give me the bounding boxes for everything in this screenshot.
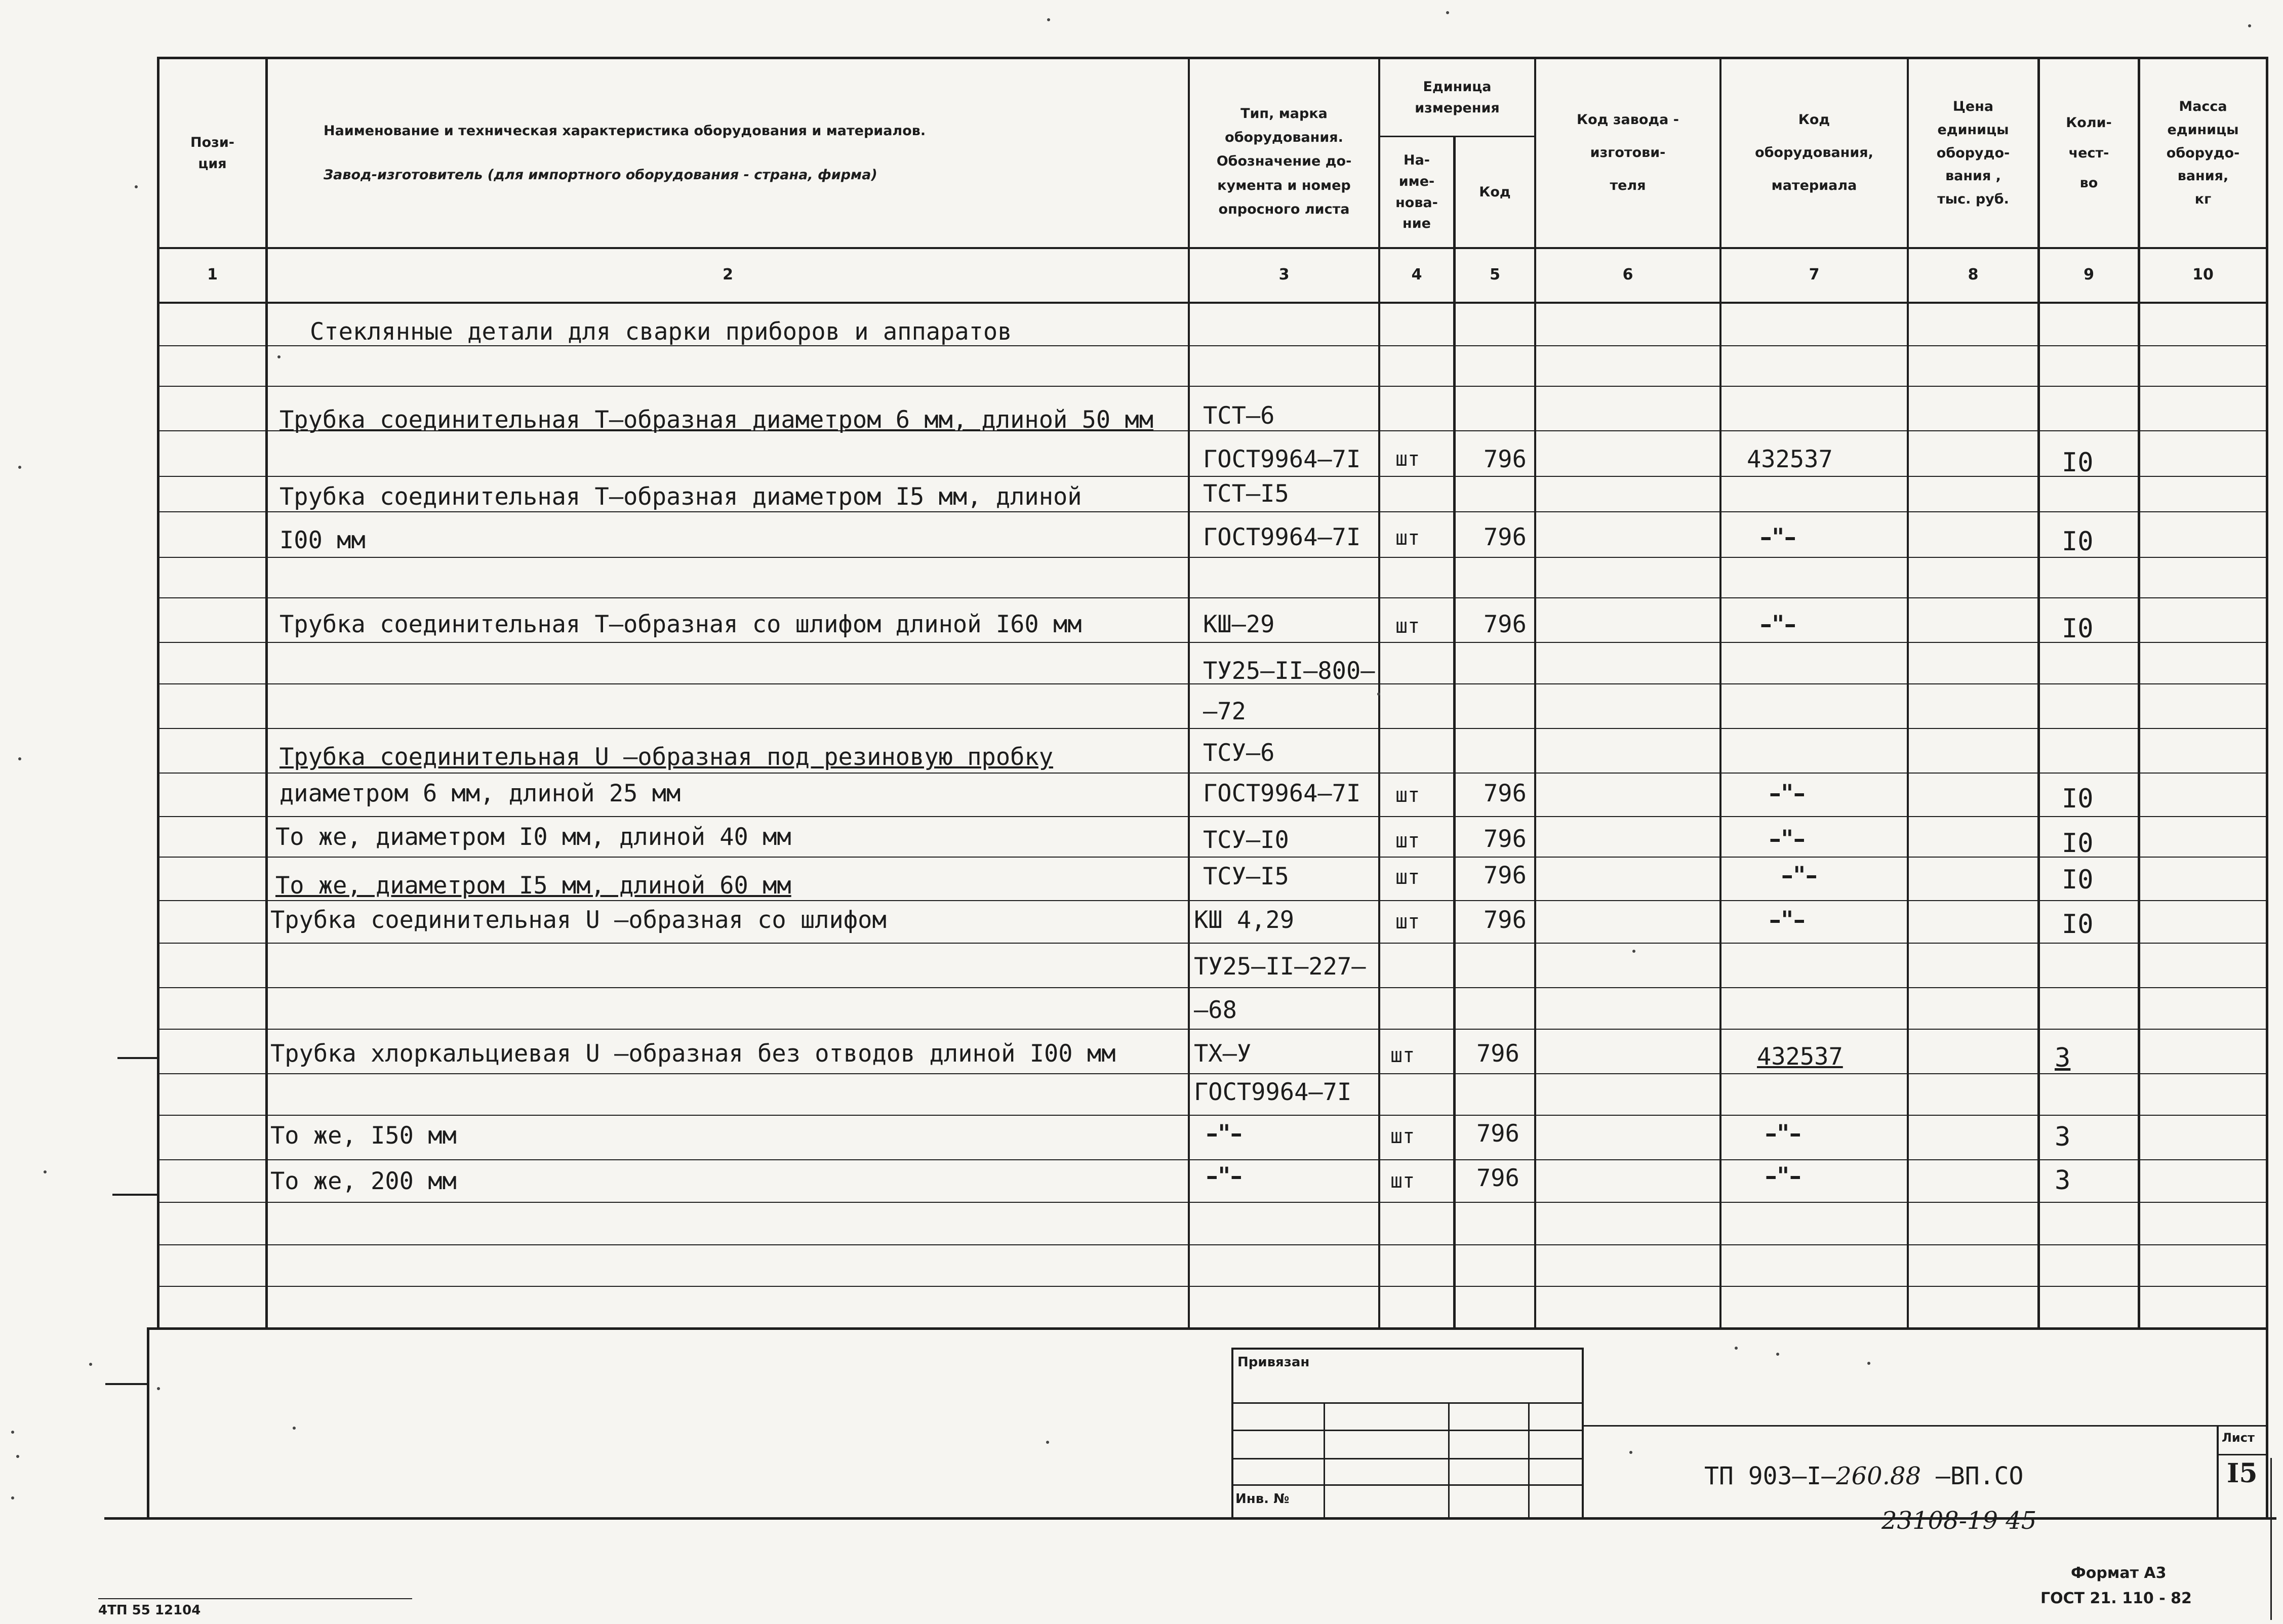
- scan-speck: [1446, 11, 1449, 14]
- privyazan-row: [1231, 1458, 1584, 1459]
- privyazan-box-left: [1231, 1348, 1233, 1517]
- row-material-code: –"–: [1760, 523, 1796, 551]
- row-name: То же, I50 мм: [270, 1122, 457, 1150]
- header-bottom-line: [157, 247, 2268, 249]
- row-name: Трубка соединительная U –образная со шлифом: [270, 906, 887, 934]
- scan-speck: [11, 1431, 14, 1434]
- row-line: [157, 511, 2268, 512]
- row-qty: I0: [2062, 909, 2094, 940]
- right-edge-mark: [2270, 1458, 2272, 1620]
- row-line: [157, 1029, 2268, 1030]
- row-name: То же, 200 мм: [270, 1167, 457, 1195]
- left-footer-code: 4ТП 55 12104: [98, 1603, 201, 1618]
- row-line: [157, 728, 2268, 729]
- row-qty: I0: [2062, 865, 2094, 895]
- row-type: ГОСТ9964–7I: [1203, 780, 1361, 807]
- format-label: Формат А3: [2071, 1564, 2167, 1582]
- row-line: [157, 1244, 2268, 1245]
- header-position: Пози- ция: [190, 134, 234, 172]
- scan-speck: [2248, 24, 2251, 27]
- row-material-code: –"–: [1765, 1120, 1801, 1148]
- col-line-left: [157, 57, 159, 1330]
- archive-number: 23108-19 45: [1881, 1507, 2037, 1535]
- col-line-right: [2266, 57, 2268, 1330]
- gost-label: ГОСТ 21. 110 - 82: [2040, 1590, 2192, 1607]
- column-number: 8: [1968, 266, 1979, 283]
- sheet-label: Лист: [2222, 1431, 2255, 1445]
- colnum-bottom-line: [157, 302, 2268, 304]
- row-line: [157, 557, 2268, 558]
- row-type: ТХ–У: [1194, 1040, 1252, 1068]
- row-code: 796: [1476, 1120, 1519, 1148]
- column-number: 5: [1490, 266, 1500, 283]
- row-qty: I0: [2062, 614, 2094, 644]
- sheet-box-left: [2217, 1425, 2219, 1519]
- row-type: ТСТ–I5: [1203, 480, 1289, 508]
- privyazan-col: [1324, 1402, 1325, 1517]
- row-type: ТСТ–6: [1203, 402, 1275, 430]
- row-material-code: –"–: [1769, 780, 1806, 807]
- row-qty: 3: [2055, 1122, 2071, 1152]
- row-line: [157, 773, 2268, 774]
- row-code: 796: [1484, 445, 1527, 473]
- col-line-6: [1719, 57, 1721, 1330]
- row-line: [157, 1202, 2268, 1203]
- privyazan-label: Привязан: [1237, 1355, 1310, 1370]
- table-bottom-border: [147, 1327, 2268, 1330]
- row-code: 796: [1484, 862, 1527, 889]
- margin-tick: [105, 1383, 147, 1385]
- row-line: [157, 476, 2268, 477]
- row-code: 796: [1484, 780, 1527, 807]
- header-units-group: Единица измерения: [1415, 78, 1500, 116]
- row-material-code: –"–: [1781, 862, 1818, 889]
- row-qty: 3: [2055, 1165, 2071, 1196]
- row-name: Трубка соединительная Т–образная диаметром 6 мм, длиной 50 мм: [279, 406, 1154, 434]
- row-type: –"–: [1206, 1120, 1243, 1148]
- row-name: I00 мм: [279, 526, 366, 554]
- row-qty: I0: [2062, 784, 2094, 814]
- row-type: ТУ25–II–800–: [1203, 657, 1375, 685]
- scan-speck: [277, 355, 281, 358]
- row-line: [157, 943, 2268, 944]
- col-line-9: [2138, 57, 2140, 1330]
- row-qty: I0: [2062, 828, 2094, 859]
- row-type: –72: [1203, 698, 1246, 725]
- row-type: КШ 4,29: [1194, 906, 1295, 934]
- row-type: КШ–29: [1203, 611, 1275, 638]
- privyazan-col: [1528, 1402, 1530, 1517]
- privyazan-box-top: [1231, 1348, 1584, 1350]
- col-line-8: [2037, 57, 2040, 1330]
- row-line: [157, 816, 2268, 817]
- row-line: [157, 386, 2268, 387]
- row-qty: 3: [2055, 1043, 2071, 1073]
- scan-speck: [1046, 1441, 1049, 1444]
- row-unit: шт: [1395, 448, 1420, 471]
- row-material-code: –"–: [1769, 906, 1806, 934]
- left-footer-rule: [98, 1598, 412, 1599]
- header-unit-name: На- име- нова- ние: [1395, 152, 1438, 232]
- document-code: ТП 903–I–260.88 –ВП.СО: [1704, 1462, 2024, 1490]
- row-name: Трубка соединительная Т–образная диаметром I5 мм, длиной: [279, 483, 1082, 511]
- header-price: Цена единицы оборудо- вания , тыс. руб.: [1936, 98, 2010, 208]
- scan-speck: [1377, 693, 1380, 696]
- scan-speck: [18, 757, 21, 760]
- privyazan-row: [1231, 1430, 1584, 1431]
- row-line: [157, 1115, 2268, 1116]
- scan-speck: [1735, 1347, 1738, 1350]
- row-line: [157, 987, 2268, 988]
- row-type: ГОСТ9964–7I: [1203, 445, 1361, 473]
- row-code: 796: [1476, 1040, 1519, 1068]
- column-number: 3: [1278, 266, 1290, 283]
- row-line: [157, 597, 2268, 598]
- row-name: То же, диаметром I0 мм, длиной 40 мм: [275, 823, 791, 851]
- margin-tick: [117, 1057, 157, 1059]
- row-material-code: 432537: [1757, 1043, 1843, 1071]
- scan-speck: [18, 466, 21, 469]
- row-type: ТСУ–I0: [1203, 826, 1289, 854]
- row-material-code: –"–: [1769, 825, 1806, 853]
- row-unit: шт: [1395, 829, 1420, 852]
- column-number: 6: [1622, 266, 1633, 283]
- row-unit: шт: [1395, 910, 1420, 933]
- row-code: 796: [1476, 1164, 1519, 1192]
- row-material-code: –"–: [1765, 1162, 1801, 1190]
- row-qty: I0: [2062, 526, 2094, 557]
- scan-speck: [1047, 18, 1050, 21]
- row-name: Трубка соединительная U –образная под резиновую пробку: [279, 743, 1054, 771]
- col-line-7: [1907, 57, 1909, 1330]
- scan-speck: [89, 1363, 92, 1366]
- row-type: –"–: [1206, 1162, 1243, 1190]
- row-type: ТСУ–6: [1203, 739, 1275, 767]
- row-unit: шт: [1395, 615, 1420, 638]
- stamp-right: [2266, 1327, 2268, 1520]
- scan-speck: [16, 1455, 19, 1458]
- row-type: ГОСТ9964–7I: [1194, 1078, 1352, 1106]
- row-code: 796: [1484, 906, 1527, 934]
- sheet-box-divider: [1584, 1425, 2266, 1427]
- row-unit: шт: [1395, 526, 1420, 550]
- row-line: [157, 642, 2268, 643]
- scan-speck: [44, 1170, 47, 1173]
- row-type: ТСУ–I5: [1203, 863, 1289, 890]
- header-equipment-code: Код оборудования, материала: [1755, 112, 1873, 193]
- column-number: 1: [207, 266, 218, 283]
- column-number: 9: [2084, 266, 2094, 283]
- header-unit-code: Код: [1479, 184, 1511, 200]
- column-number: 7: [1809, 266, 1820, 283]
- row-type: ГОСТ9964–7I: [1203, 523, 1361, 551]
- margin-tick: [112, 1194, 157, 1196]
- inv-number-label: Инв. №: [1235, 1491, 1290, 1507]
- column-number: 2: [723, 266, 733, 283]
- col-line-5: [1534, 57, 1536, 1330]
- scan-speck: [1632, 950, 1635, 953]
- header-maker-code: Код завода - изготови- теля: [1577, 112, 1679, 193]
- row-line: [157, 1159, 2268, 1160]
- header-mass: Масса единицы оборудо- вания, кг: [2166, 98, 2240, 208]
- privyazan-row: [1231, 1484, 1584, 1486]
- col-line-1: [265, 57, 268, 1330]
- row-unit: шт: [1395, 784, 1420, 807]
- row-code: 796: [1484, 611, 1527, 638]
- row-material-code: 432537: [1747, 445, 1833, 473]
- scan-speck: [293, 1427, 296, 1430]
- scan-speck: [1776, 1353, 1779, 1356]
- row-code: 796: [1484, 825, 1527, 853]
- row-type: –68: [1194, 996, 1237, 1024]
- sheet-box-mid: [2217, 1454, 2266, 1455]
- row-line: [157, 1286, 2268, 1287]
- scan-speck: [1867, 1362, 1870, 1365]
- header-type: Тип, марка оборудования. Обозначение до- кумента и номер опросного листа: [1216, 105, 1352, 217]
- section-title: Стеклянные детали для сварки приборов и аппаратов: [310, 318, 1012, 346]
- row-unit: шт: [1395, 866, 1420, 889]
- privyazan-col: [1448, 1402, 1450, 1517]
- col-line-4: [1453, 136, 1456, 1330]
- row-material-code: –"–: [1760, 611, 1796, 638]
- row-code: 796: [1484, 523, 1527, 551]
- row-unit: шт: [1390, 1125, 1415, 1148]
- col-line-2: [1188, 57, 1190, 1330]
- row-line: [157, 900, 2268, 901]
- row-name: Трубка соединительная Т–образная со шлифом длиной I60 мм: [279, 611, 1082, 638]
- scan-speck: [157, 1387, 160, 1390]
- privyazan-box-right: [1582, 1348, 1584, 1517]
- header-name: Наименование и техническая характеристика оборудования и материалов. Завод-изготовитель (для импортного оборудования - страна, фирма): [324, 123, 926, 183]
- row-name: Трубка хлоркальциевая U –образная без отводов длиной I00 мм: [270, 1040, 1116, 1068]
- row-name: диаметром 6 мм, длиной 25 мм: [279, 780, 681, 807]
- sheet-number: I5: [2227, 1458, 2258, 1489]
- row-unit: шт: [1390, 1169, 1415, 1193]
- column-number: 4: [1411, 266, 1422, 283]
- scan-speck: [1629, 1451, 1632, 1454]
- document-code-handwritten: 260.88: [1836, 1462, 1921, 1490]
- row-unit: шт: [1390, 1044, 1415, 1067]
- scan-speck: [135, 185, 138, 188]
- scan-speck: [11, 1496, 14, 1499]
- privyazan-row: [1231, 1402, 1584, 1404]
- column-number: 10: [2192, 266, 2214, 283]
- row-type: ТУ25–II–227–: [1194, 953, 1366, 981]
- header-quantity: Коли- чест- во: [2066, 115, 2112, 191]
- row-name: То же, диаметром I5 мм, длиной 60 мм: [275, 872, 791, 900]
- stamp-outer-left: [147, 1327, 149, 1520]
- row-line: [157, 857, 2268, 858]
- row-qty: I0: [2062, 448, 2094, 478]
- row-line: [157, 1073, 2268, 1074]
